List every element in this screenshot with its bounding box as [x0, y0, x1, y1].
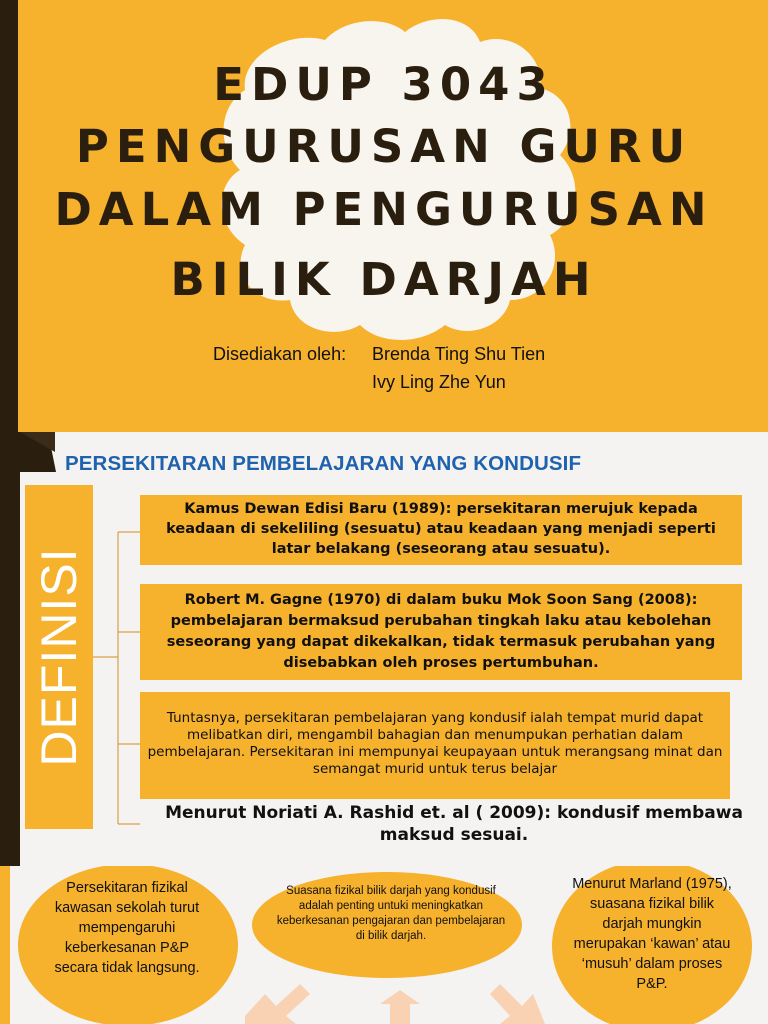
environment-slide	[0, 866, 768, 1024]
bubble-center-text: Suasana fizikal bilik darjah yang kondusif adalah penting untuki meningkatkan keberkesanan pengajaran dan pembelajaran di bilik darjah.	[276, 885, 506, 942]
definition-card-summary: Tuntasnya, persekitaran pembelajaran yang kondusif ialah tempat murid dapat melibatkan diri, mengambil bahagian dan menumpukan perhatian dalam pembelajaran. Persekitaran ini mempunyai keupayaan untuk merangsang minat dan semangat murid untuk terus belajar	[140, 692, 730, 799]
arrow-up-icon	[380, 990, 420, 1024]
slide-heading: PERSEKITARAN PEMBELAJARAN YANG KONDUSIF	[65, 452, 582, 475]
definition-slide	[0, 432, 768, 866]
arrow-up-left-icon	[245, 984, 310, 1024]
arrow-up-right-icon	[490, 984, 545, 1024]
title-slide	[0, 0, 768, 432]
bubble-left-text: Persekitaran fizikal kawasan sekolah turut mempengaruhi keberkesanan P&P secara tidak langsung.	[54, 880, 200, 976]
title-line-4: BILIK DARJAH	[170, 253, 598, 306]
bubble-right-text: Menurut Marland (1975), suasana fizikal bilik darjah mungkin merupakan ‘kawan’ atau ‘musuh’ dalam proses P&P.	[572, 876, 732, 992]
title-line-1: EDUP 3043	[213, 58, 555, 111]
definition-card-kamus-dewan: Kamus Dewan Edisi Baru (1989): persekitaran merujuk kepada keadaan di sekeliling (sesuatu) atau keadaan yang menjadi seperti latar belakang (seseorang atau sesuatu).	[140, 495, 742, 565]
author-2: Ivy Ling Zhe Yun	[372, 372, 506, 392]
definition-card-noriati: Menurut Noriati A. Rashid et. al ( 2009): kondusif membawa maksud sesuai.	[140, 800, 768, 855]
definisi-label: DEFINISI	[31, 547, 87, 767]
definition-card-gagne: Robert M. Gagne (1970) di dalam buku Mok Soon Sang (2008): pembelajaran bermaksud perubahan tingkah laku atau kebolehan seseorang yang dapat dikekalkan, tidak termasuk perubahan yang disebabkan oleh proses pertumbuhan.	[140, 584, 742, 680]
title-line-2: PENGURUSAN GURU	[75, 120, 693, 173]
author-1: Brenda Ting Shu Tien	[372, 344, 546, 364]
title-line-3: DALAM PENGURUSAN	[54, 183, 714, 236]
byline-label: Disediakan oleh:	[213, 344, 347, 364]
